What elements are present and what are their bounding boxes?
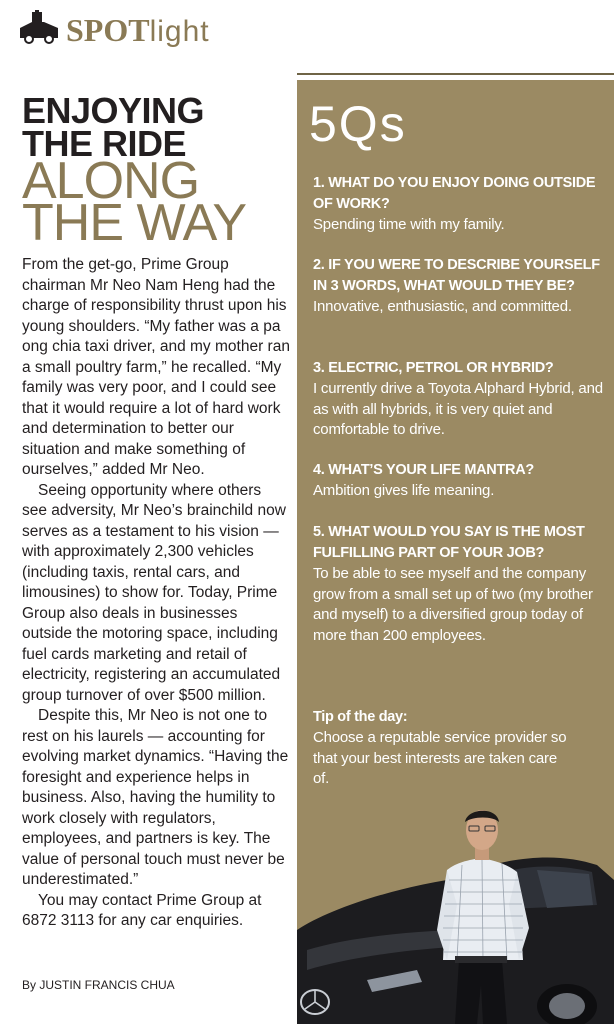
headline-line-1: ENJOYING bbox=[22, 90, 205, 131]
article-paragraph-2: Seeing opportunity where others see adversity, Mr Neo’s brainchild now serves as a testament to his vision — with approximately 2,300 vehicles (including taxis, rental cars, and limousines) to show for. Today, Prime Group also deals in businesses outside the motoring space, including fuel cards marketing and retail of electricity, registering an accumulated group turnover of over $500 million. bbox=[22, 481, 286, 704]
headline bbox=[22, 90, 292, 252]
answer-5: To be able to see myself and the company grow from a small set up of two (my brother and myself) to a diversified group today of more than 200 employees. bbox=[313, 565, 593, 644]
article-body bbox=[22, 255, 290, 932]
qa-item-2 bbox=[313, 255, 609, 318]
header-rule bbox=[297, 73, 614, 75]
five-qs-panel bbox=[297, 80, 614, 1024]
answer-3: I currently drive a Toyota Alphard Hybrid, and as with all hybrids, it is very quiet and comfortable to drive. bbox=[313, 380, 603, 438]
car-key-icon bbox=[18, 10, 62, 44]
qa-item-1 bbox=[313, 173, 609, 236]
panel-title: 5Qs bbox=[309, 96, 407, 152]
brand-light: light bbox=[149, 15, 210, 48]
article-paragraph-1: From the get-go, Prime Group chairman Mr Neo Nam Heng had the charge of responsibility thrust upon his young shoulders. “My father was a pa ong chia taxi driver, and my mother ran a small poultry farm,” he recalled. “My family was very poor, and I could see that it would require a lot of hard work and determination to better our situation and make something of ourselves,” added Mr Neo. bbox=[22, 256, 290, 478]
article-paragraph-4: You may contact Prime Group at 6872 3113 for any car enquiries. bbox=[22, 891, 262, 929]
headline-line-4: THE WAY bbox=[22, 194, 247, 252]
brand-wordmark bbox=[66, 12, 210, 50]
answer-4: Ambition gives life meaning. bbox=[313, 482, 495, 499]
brand-bold: SPOT bbox=[66, 12, 150, 48]
byline: By JUSTIN FRANCIS CHUA bbox=[22, 978, 175, 992]
question-5: 5. WHAT WOULD YOU SAY IS THE MOST FULFILLING PART OF YOUR JOB? bbox=[313, 524, 585, 561]
headline-line-3: ALONG bbox=[22, 152, 200, 210]
qa-item-3 bbox=[313, 358, 609, 441]
tip-text: Choose a reputable service provider so that your best interests are taken care of. bbox=[313, 729, 567, 787]
question-4: 4. WHAT’S YOUR LIFE MANTRA? bbox=[313, 462, 534, 478]
tip-label: Tip of the day: bbox=[313, 709, 408, 725]
portrait-with-car-photo bbox=[297, 810, 614, 1024]
answer-1: Spending time with my family. bbox=[313, 216, 505, 233]
article-paragraph-3: Despite this, Mr Neo is not one to rest on his laurels — accounting for evolving market dynamics. “Having the foresight and experience helps in business. Also, having the humility to work closely with regulators, employees, and partners is key. The value of personal touch must never be underestimated.” bbox=[22, 707, 289, 888]
tip-of-the-day bbox=[313, 707, 573, 790]
question-1: 1. WHAT DO YOU ENJOY DOING OUTSIDE OF WORK? bbox=[313, 175, 596, 212]
qa-item-5 bbox=[313, 522, 609, 646]
question-2: 2. IF YOU WERE TO DESCRIBE YOURSELF IN 3 WORDS, WHAT WOULD THEY BE? bbox=[313, 257, 600, 294]
headline-line-2: THE RIDE bbox=[22, 123, 187, 164]
qa-item-4 bbox=[313, 460, 609, 502]
question-3: 3. ELECTRIC, PETROL OR HYBRID? bbox=[313, 360, 554, 376]
answer-2: Innovative, enthusiastic, and committed. bbox=[313, 298, 572, 315]
